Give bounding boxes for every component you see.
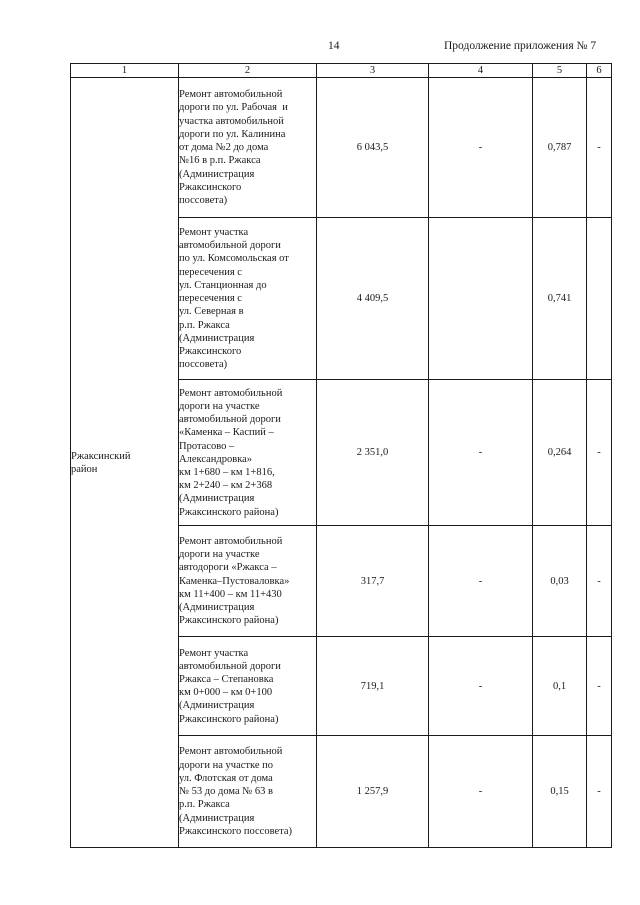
work-description: Ремонт автомобильной дороги на участке автомобильной дороги «Каменка – Каспий – Протасово – Александровка» км 1+680 – км 1+816, км 2+240 – км 2+368 (Администрация Ржаксинского района) [179, 380, 317, 526]
work-description: Ремонт автомобильной дороги на участке автодороги «Ржакса – Каменка–Пустоваловка» км 11+400 – км 11+430 (Администрация Ржаксинского района) [179, 526, 317, 637]
amount-cell: 4 409,5 [317, 218, 429, 380]
column-number: 2 [179, 64, 317, 78]
col4-cell: - [429, 380, 533, 526]
work-description: Ремонт участка автомобильной дороги по ул. Комсомольская от пересечения с ул. Станционная до пересечения с ул. Северная в р.п. Ржакса (Администрация Ржаксинского поссовета) [179, 218, 317, 380]
length-cell: 0,03 [533, 526, 587, 637]
col6-cell: - [587, 526, 612, 637]
amount-cell: 6 043,5 [317, 78, 429, 218]
length-cell: 0,15 [533, 736, 587, 848]
amount-cell: 317,7 [317, 526, 429, 637]
col4-cell: - [429, 78, 533, 218]
length-cell: 0,1 [533, 637, 587, 736]
col6-cell: - [587, 380, 612, 526]
length-cell: 0,741 [533, 218, 587, 380]
table-row [71, 78, 612, 218]
page-number: 14 [328, 40, 340, 52]
column-number: 4 [429, 64, 533, 78]
col4-cell: - [429, 526, 533, 637]
col6-cell: - [587, 736, 612, 848]
col4-cell: - [429, 736, 533, 848]
col4-cell: - [429, 637, 533, 736]
work-description: Ремонт автомобильной дороги по ул. Рабочая и участка автомобильной дороги по ул. Калинина от дома №2 до дома №16 в р.п. Ржакса (Администрация Ржаксинского поссовета) [179, 78, 317, 218]
column-number: 1 [71, 64, 179, 78]
col6-cell: - [587, 78, 612, 218]
column-number: 5 [533, 64, 587, 78]
district-name: Ржаксинский район [71, 450, 131, 475]
column-number: 6 [587, 64, 612, 78]
amount-cell: 1 257,9 [317, 736, 429, 848]
work-description: Ремонт участка автомобильной дороги Ржакса – Степановка км 0+000 – км 0+100 (Администрация Ржаксинского района) [179, 637, 317, 736]
amount-cell: 2 351,0 [317, 380, 429, 526]
column-number-row [71, 64, 612, 78]
work-description: Ремонт автомобильной дороги на участке по ул. Флотская от дома № 53 до дома № 63 в р.п. Ржакса (Администрация Ржаксинского поссовета) [179, 736, 317, 848]
column-number: 3 [317, 64, 429, 78]
col6-cell: - [587, 637, 612, 736]
length-cell: 0,264 [533, 380, 587, 526]
roads-repair-table [70, 63, 612, 848]
length-cell: 0,787 [533, 78, 587, 218]
appendix-continuation-label: Продолжение приложения № 7 [444, 40, 597, 52]
district-cell [71, 78, 179, 848]
col4-cell [429, 218, 533, 380]
amount-cell: 719,1 [317, 637, 429, 736]
col6-cell [587, 218, 612, 380]
